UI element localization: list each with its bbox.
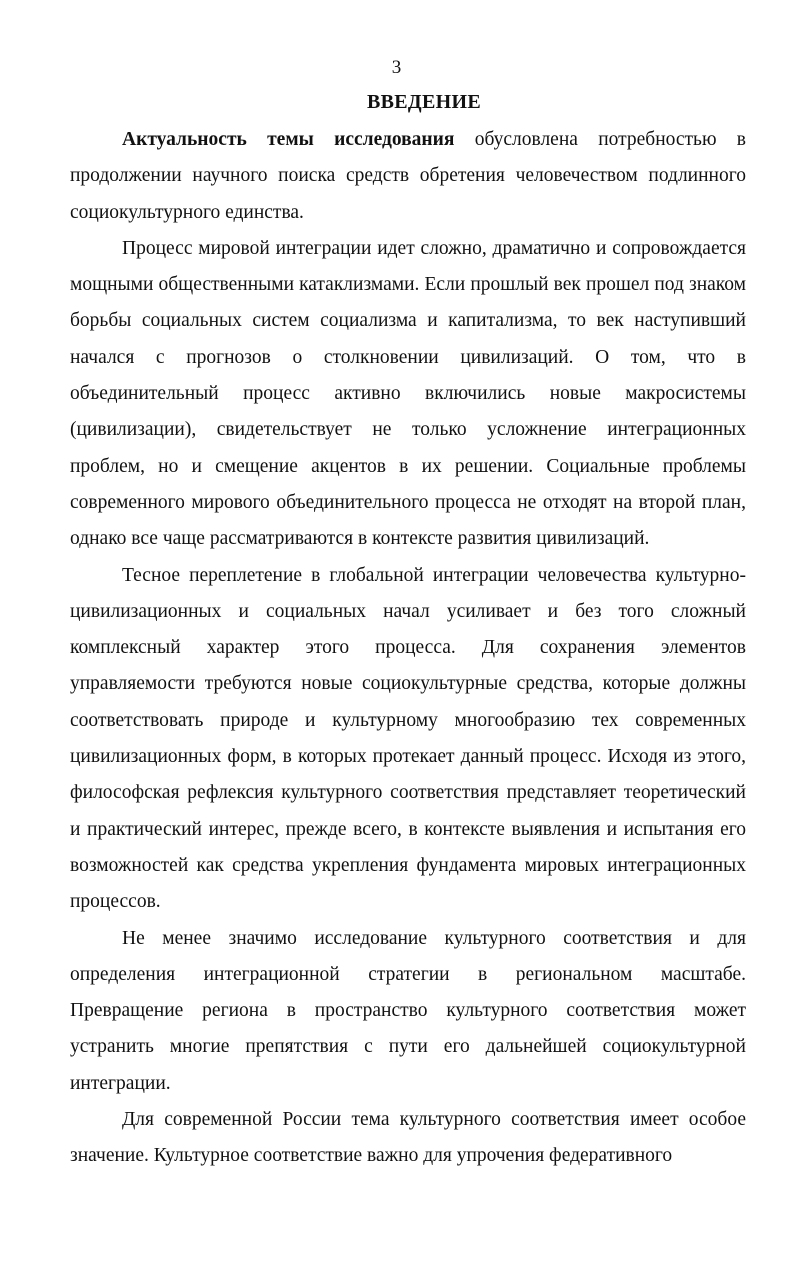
document-body bbox=[70, 122, 746, 1175]
page-number: 3 bbox=[391, 57, 402, 78]
paragraph-text: обусловлена потребностью в продолжении научного поиска средств обретения человечеством подлинного социокультурного единства. bbox=[70, 129, 746, 223]
paragraph-world-integration: Процесс мировой интеграции идет сложно, драматично и сопровождается мощными общественными катаклизмами. Если прошлый век прошел под знаком борьбы социальных систем социализма и капитализма, то век наступивший начался с прогнозов о столкновении цивилизаций. О том, что в объединительный процесс активно включились новые макросистемы (цивилизации), свидетельствует не только усложнение интеграционных проблем, но и смещение акцентов в их решении. Социальные проблемы современного мирового объединительного процесса не отходят на второй план, однако все чаще рассматриваются в контексте развития цивилизаций. bbox=[70, 237, 746, 550]
paragraph-regional: Не менее значимо исследование культурного соответствия и для определения интеграционной стратегии в региональном масштабе. Превращение региона в пространство культурного соответствия может устранить многие препятствия с пути его дальнейшей социокультурной интеграции. bbox=[70, 927, 746, 1094]
paragraph-relevance bbox=[70, 122, 746, 231]
paragraph-lead: Актуальность темы исследования bbox=[122, 129, 455, 150]
page-title: ВВЕДЕНИЕ bbox=[367, 91, 481, 113]
paragraph-russia: Для современной России тема культурного соответствия имеет особое значение. Культурное соответствие важно для упрочения федеративного bbox=[70, 1109, 746, 1167]
paragraph-interweaving: Тесное переплетение в глобальной интеграции человечества культурно-цивилизационных и социальных начал усиливает и без того сложный комплексный характер этого процесса. Для сохранения элементов управляемости требуются новые социокультурные средства, которые должны соответствовать природе и культурному многообразию тех современных цивилизационных форм, в которых протекает данный процесс. Исходя из этого, философская рефлексия культурного соответствия представляет теоретический и практический интерес, прежде всего, в контексте выявления и испытания его возможностей как средства укрепления фундамента мировых интеграционных процессов. bbox=[70, 564, 746, 913]
